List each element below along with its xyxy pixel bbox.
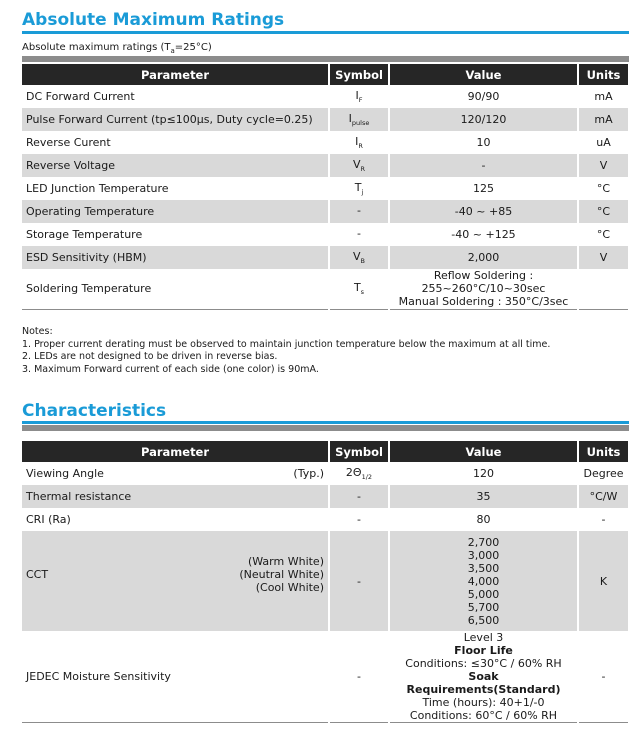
unit-cell: Degree (578, 462, 628, 485)
char-gray-rule (22, 425, 629, 431)
table-row (22, 508, 628, 531)
table-row (22, 246, 628, 269)
table-row (22, 108, 628, 131)
value-cell: 120 (389, 462, 578, 485)
char-table (22, 441, 628, 723)
unit-cell: V (578, 246, 628, 269)
header-parameter: Parameter (22, 64, 329, 85)
amr-gray-rule (22, 56, 629, 62)
table-row (22, 531, 628, 631)
table-row (22, 200, 628, 223)
value-cell: 125 (389, 177, 578, 200)
symbol-cell: $I_{pulse}$ (329, 108, 389, 131)
unit-cell: mA (578, 85, 628, 108)
note-item: 2. LEDs are not designed to be driven in reverse bias. (22, 351, 278, 362)
param-cell: Operating Temperature (22, 200, 329, 223)
unit-cell: V (578, 154, 628, 177)
param-cell: ESD Sensitivity (HBM) (22, 246, 329, 269)
symbol-cell: - (329, 485, 389, 508)
table-row (22, 85, 628, 108)
value-cell: 2,700 3,000 3,500 4,000 5,000 5,700 6,500 (389, 531, 578, 631)
value-cell: 35 (389, 485, 578, 508)
unit-cell (578, 269, 628, 309)
amr-table (22, 64, 628, 310)
table-row (22, 269, 628, 309)
notes (22, 326, 550, 376)
value-cell: -40 ~ +125 (389, 223, 578, 246)
amr-subtitle: Absolute maximum ratings $(T_a=25^\circ C)$ (22, 42, 212, 55)
header-parameter: Parameter (22, 441, 329, 462)
header-units: Units (578, 64, 628, 85)
table-row (22, 223, 628, 246)
header-value: Value (389, 64, 578, 85)
param-cell: Thermal resistance (22, 485, 329, 508)
char-header-row (22, 441, 628, 462)
symbol-cell: $T_j$ (329, 177, 389, 200)
unit-cell: °C (578, 223, 628, 246)
value-cell: - (389, 154, 578, 177)
table-row (22, 485, 628, 508)
param-cell: Pulse Forward Current (tp≤100μs, Duty cycle=0.25) (22, 108, 329, 131)
unit-cell: - (578, 508, 628, 531)
table-row (22, 631, 628, 723)
symbol-cell: - (329, 531, 389, 631)
unit-cell: °C (578, 200, 628, 223)
param-cell: CCT (Warm White) (Neutral White) (Cool White) (22, 531, 329, 631)
note-item: 1. Proper current derating must be observed to maintain junction temperature below the maximum at all time. (22, 338, 551, 350)
value-cell: 80 (389, 508, 578, 531)
unit-cell: K (578, 531, 628, 631)
param-type: (Warm White) (Neutral White) (Cool White) (239, 555, 324, 594)
param-cell: Reverse Voltage (22, 154, 329, 177)
value-cell: Reflow Soldering : 255~260°C/10~30sec Manual Soldering : 350°C/3sec (389, 269, 578, 309)
value-cell: 120/120 (389, 108, 578, 131)
header-value: Value (389, 441, 578, 462)
symbol-cell: $V_B$ (329, 246, 389, 269)
param-cell: DC Forward Current (26, 90, 135, 103)
symbol-cell: $I_F$ (329, 85, 389, 108)
table-row (22, 131, 628, 154)
unit-cell: - (578, 631, 628, 723)
header-units: Units (578, 441, 628, 462)
header-symbol: Symbol (329, 64, 389, 85)
param-cell: JEDEC Moisture Sensitivity (22, 631, 329, 723)
amr-header-row (22, 64, 628, 85)
symbol-cell: - (329, 631, 389, 723)
param-cell: CRI (Ra) (26, 513, 71, 526)
symbol-cell: - (329, 223, 389, 246)
header-symbol: Symbol (329, 441, 389, 462)
amr-title: Absolute Maximum Ratings (22, 10, 285, 30)
note-item: 3. Maximum Forward current of each side (one color) is 90mA. (22, 363, 319, 375)
char-title: Characteristics (22, 401, 167, 421)
table-row (22, 177, 628, 200)
table-row (22, 154, 628, 177)
unit-cell: °C/W (578, 485, 628, 508)
symbol-cell: $V_R$ (329, 154, 389, 177)
symbol-cell: $T_s$ (329, 269, 389, 309)
symbol-cell: - (329, 200, 389, 223)
value-cell: 2,000 (389, 246, 578, 269)
table-row (22, 462, 628, 485)
symbol-cell: $2\Theta_{1/2}$ (329, 462, 389, 485)
symbol-cell: - (329, 508, 389, 531)
unit-cell: uA (578, 131, 628, 154)
value-cell: Level 3 Floor Life Conditions: ≤30°C / 60% RH Soak Requirements(Standard) Time (hours): 40+1/-0 Conditions: 60°C / 60% RH (389, 631, 578, 723)
param-cell: Soldering Temperature (22, 269, 329, 309)
notes-title: Notes: (22, 326, 53, 337)
param-cell: Viewing Angle (Typ.) (26, 467, 324, 480)
param-cell: LED Junction Temperature (26, 182, 169, 195)
param-cell: Storage Temperature (26, 228, 143, 241)
value-cell: 90/90 (389, 85, 578, 108)
amr-title-rule (22, 31, 629, 34)
unit-cell: mA (578, 108, 628, 131)
value-cell: -40 ~ +85 (389, 200, 578, 223)
value-cell: 10 (389, 131, 578, 154)
param-cell: Reverse Curent (26, 136, 111, 149)
param-type: (Typ.) (293, 467, 324, 480)
symbol-cell: $I_R$ (329, 131, 389, 154)
unit-cell: °C (578, 177, 628, 200)
char-title-rule (22, 421, 629, 424)
